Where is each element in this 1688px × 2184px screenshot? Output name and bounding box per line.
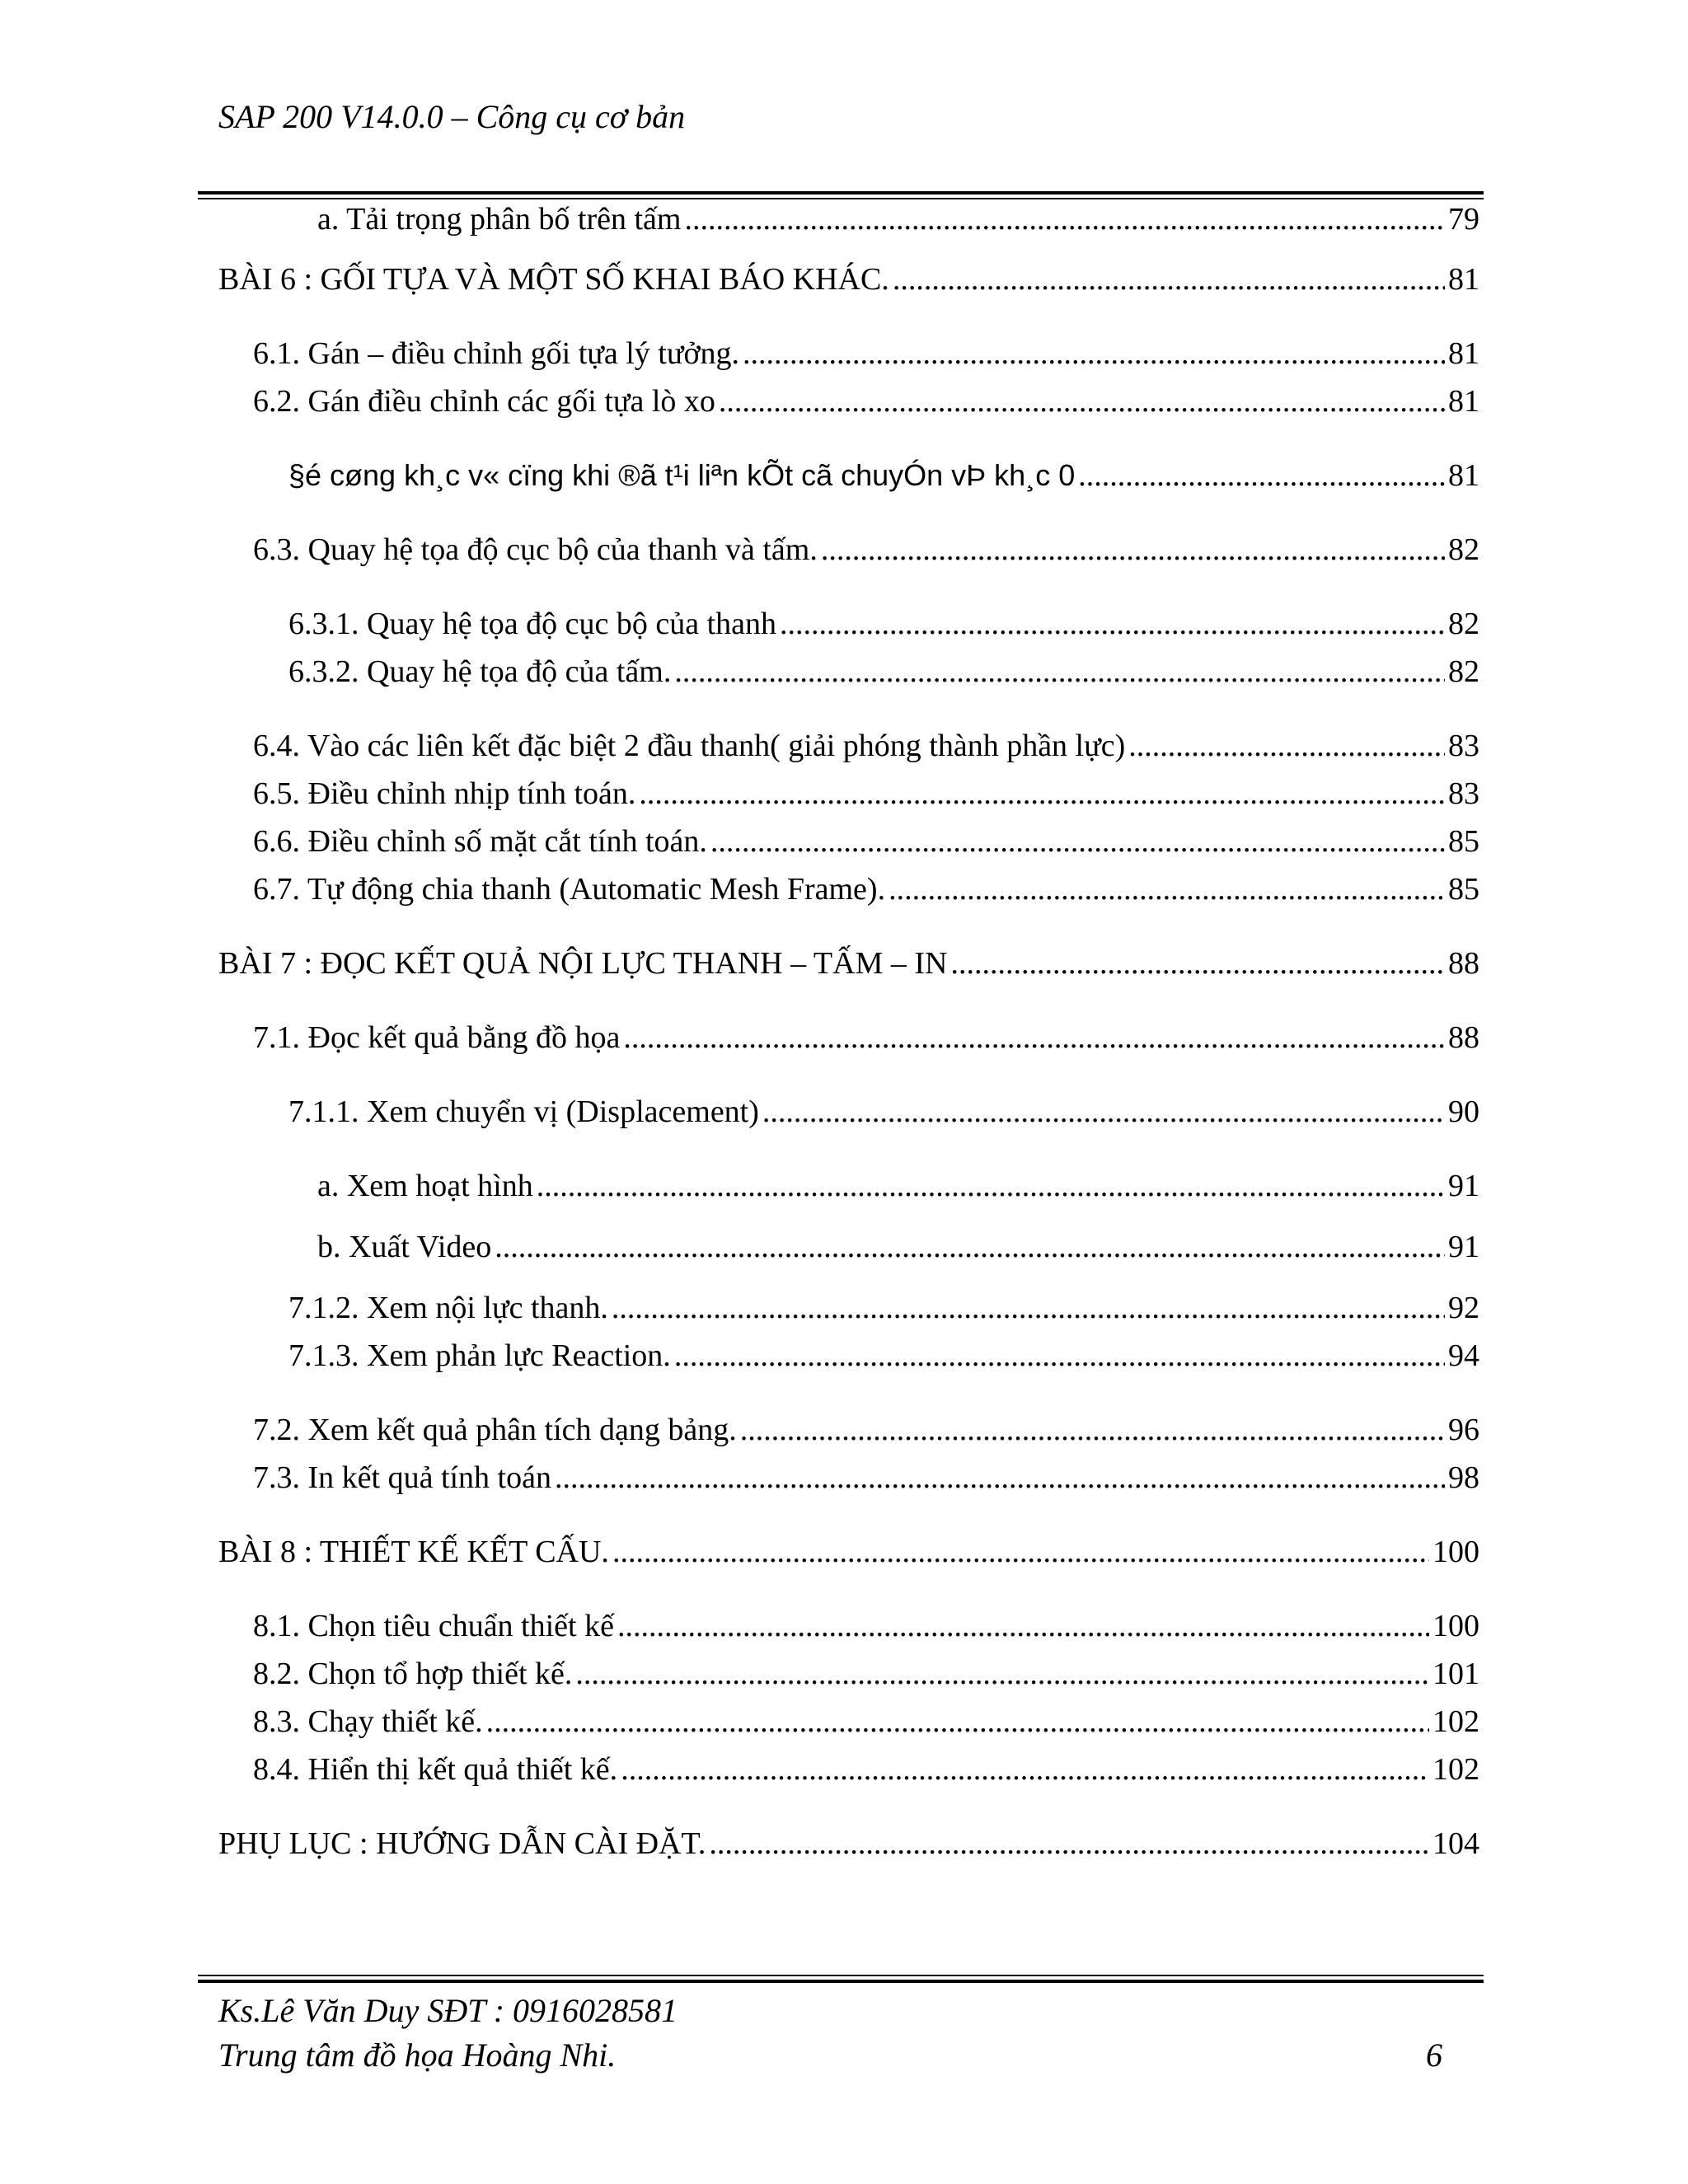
- toc-entry[interactable]: [253, 870, 1479, 908]
- toc-entry[interactable]: [253, 1019, 1479, 1057]
- toc-entry-label: BÀI 7 : ĐỌC KẾT QUẢ NỘI LỰC THANH – TẤM – IN: [218, 946, 948, 981]
- toc-dot-leader: [537, 1167, 1445, 1205]
- toc-entry-page: 79: [1448, 202, 1479, 237]
- toc-dot-leader: [575, 1655, 1429, 1693]
- toc-entry[interactable]: [317, 1167, 1479, 1205]
- toc-entry-page: 82: [1448, 532, 1479, 567]
- toc-entry-label: a. Xem hoạt hình: [317, 1169, 533, 1203]
- toc-entry[interactable]: [253, 1411, 1479, 1449]
- toc-entry[interactable]: [253, 1750, 1479, 1788]
- toc-entry[interactable]: [253, 775, 1479, 813]
- toc-dot-leader: [743, 335, 1445, 373]
- toc-entry-page: 82: [1448, 654, 1479, 689]
- toc-dot-leader: [709, 1825, 1429, 1863]
- toc-dot-leader: [719, 382, 1445, 420]
- footer-author: Ks.Lê Văn Duy SĐT : 0916028581: [218, 1992, 678, 2029]
- toc-entry-label: 7.1.1. Xem chuyển vị (Displacement): [288, 1094, 759, 1129]
- toc-entry-label: 8.1. Chọn tiêu chuẩn thiết kế: [253, 1609, 614, 1643]
- toc-dot-leader: [684, 200, 1445, 238]
- toc-entry-page: 81: [1448, 336, 1479, 371]
- toc-entry-label: BÀI 8 : THIẾT KẾ KẾT CẤU.: [218, 1535, 609, 1569]
- document-title: SAP 200 V14.0.0 – Công cụ cơ bản: [218, 98, 686, 135]
- toc-dot-leader: [495, 1228, 1445, 1266]
- toc-dot-leader: [889, 870, 1445, 908]
- toc-entry-label: 6.3. Quay hệ tọa độ cục bộ của thanh và tấm.: [253, 532, 818, 567]
- toc-entry-page: 88: [1448, 1020, 1479, 1055]
- toc-entry-page: 83: [1448, 776, 1479, 811]
- toc-entry-label: 6.2. Gán điều chỉnh các gối tựa lò xo: [253, 384, 715, 419]
- toc-entry-label: PHỤ LỤC : HƯỚNG DẪN CÀI ĐẶT.: [218, 1826, 706, 1861]
- toc-entry-page: 91: [1448, 1230, 1479, 1264]
- footer-center: Trung tâm đồ họa Hoàng Nhi.: [218, 2036, 617, 2074]
- toc-entry-label: 6.5. Điều chỉnh nhịp tính toán.: [253, 776, 636, 811]
- toc-entry[interactable]: [317, 200, 1479, 238]
- toc-entry-label: b. Xuất Video: [317, 1230, 492, 1264]
- toc-entry-page: 81: [1448, 458, 1479, 493]
- toc-entry-label: 8.4. Hiển thị kết quả thiết kế.: [253, 1752, 618, 1787]
- toc-entry[interactable]: [253, 335, 1479, 373]
- toc-entry-page: 90: [1448, 1094, 1479, 1129]
- toc-entry-page: 102: [1432, 1704, 1479, 1739]
- toc-entry[interactable]: [218, 944, 1479, 982]
- toc-entry-page: 98: [1448, 1460, 1479, 1495]
- toc-dot-leader: [621, 1750, 1429, 1788]
- toc-dot-leader: [740, 1411, 1445, 1449]
- toc-entry-label: 7.3. In kết quả tính toán: [253, 1460, 551, 1495]
- toc-entry-label: BÀI 6 : GỐI TỰA VÀ MỘT SỐ KHAI BÁO KHÁC.: [218, 262, 889, 297]
- page-number: 6: [1426, 2036, 1442, 2074]
- toc-entry-label: §é cøng kh¸c v« cïng khi ®ã t¹i liªn kÕt cã chuyÓn vÞ kh¸c 0: [288, 458, 1076, 492]
- toc-entry-label: 7.1.3. Xem phản lực Reaction.: [288, 1338, 671, 1373]
- toc-dot-leader: [674, 1337, 1445, 1375]
- toc-entry[interactable]: [253, 1703, 1479, 1741]
- toc-entry[interactable]: [288, 653, 1479, 691]
- toc-dot-leader: [710, 823, 1445, 860]
- toc-dot-leader: [674, 653, 1445, 691]
- toc-entry[interactable]: [218, 260, 1479, 298]
- toc-entry[interactable]: [253, 382, 1479, 420]
- toc-entry[interactable]: [218, 1825, 1479, 1863]
- toc-dot-leader: [821, 531, 1445, 569]
- toc-entry[interactable]: [288, 1093, 1479, 1131]
- toc-entry-page: 81: [1448, 262, 1479, 297]
- toc-dot-leader: [1078, 457, 1445, 494]
- toc-entry-page: 85: [1448, 872, 1479, 907]
- toc-entry-label: 8.2. Chọn tổ hợp thiết kế.: [253, 1657, 573, 1691]
- toc-entry-label: 6.7. Tự động chia thanh (Automatic Mesh Frame).: [253, 872, 886, 907]
- toc-entry[interactable]: [288, 457, 1479, 494]
- toc-dot-leader: [486, 1703, 1429, 1741]
- toc-entry-page: 81: [1448, 384, 1479, 419]
- toc-dot-leader: [762, 1093, 1445, 1131]
- toc-entry-label: 6.4. Vào các liên kết đặc biệt 2 đầu thanh( giải phóng thành phần lực): [253, 729, 1126, 763]
- toc-entry-page: 100: [1432, 1609, 1479, 1643]
- toc-dot-leader: [617, 1607, 1429, 1645]
- toc-entry-page: 101: [1432, 1657, 1479, 1691]
- toc-entry[interactable]: [253, 1655, 1479, 1693]
- toc-entry-page: 82: [1448, 607, 1479, 641]
- toc-entry[interactable]: [288, 1289, 1479, 1327]
- toc-dot-leader: [1128, 727, 1445, 765]
- toc-entry-page: 83: [1448, 729, 1479, 763]
- toc-dot-leader: [893, 260, 1445, 298]
- toc-entry[interactable]: [253, 1459, 1479, 1497]
- toc-dot-leader: [555, 1459, 1445, 1497]
- toc-entry[interactable]: [218, 1533, 1479, 1571]
- toc-dot-leader: [612, 1533, 1429, 1571]
- toc-entry[interactable]: [253, 1607, 1479, 1645]
- footer-rule-thin: [198, 1975, 1484, 1976]
- toc-entry-page: 100: [1432, 1535, 1479, 1569]
- toc-entry-page: 94: [1448, 1338, 1479, 1373]
- toc-entry-label: 6.1. Gán – điều chỉnh gối tựa lý tưởng.: [253, 336, 740, 371]
- footer-rule-thick: [198, 1980, 1484, 1983]
- toc-dot-leader: [612, 1289, 1445, 1327]
- toc-entry-page: 96: [1448, 1413, 1479, 1447]
- toc-entry[interactable]: [288, 1337, 1479, 1375]
- toc-entry-page: 91: [1448, 1169, 1479, 1203]
- toc-entry[interactable]: [253, 823, 1479, 860]
- toc-entry-label: 7.1.2. Xem nội lực thanh.: [288, 1291, 608, 1325]
- toc-dot-leader: [639, 775, 1445, 813]
- toc-entry-page: 102: [1432, 1752, 1479, 1787]
- toc-dot-leader: [623, 1019, 1445, 1057]
- toc-entry-page: 92: [1448, 1291, 1479, 1325]
- toc-entry-page: 85: [1448, 824, 1479, 859]
- toc-entry-page: 104: [1432, 1826, 1479, 1861]
- toc-entry[interactable]: [253, 531, 1479, 569]
- toc-entry-label: 7.2. Xem kết quả phân tích dạng bảng.: [253, 1413, 737, 1447]
- toc-dot-leader: [780, 605, 1445, 643]
- toc-entry-label: 6.6. Điều chỉnh số mặt cắt tính toán.: [253, 824, 707, 859]
- toc-entry[interactable]: [317, 1228, 1479, 1266]
- toc-entry-label: a. Tải trọng phân bố trên tấm: [317, 202, 682, 237]
- toc-entry-page: 88: [1448, 946, 1479, 981]
- toc-entry-label: 8.3. Chạy thiết kế.: [253, 1704, 483, 1739]
- toc-entry[interactable]: [288, 605, 1479, 643]
- toc-entry-label: 6.3.1. Quay hệ tọa độ cục bộ của thanh: [288, 607, 776, 641]
- toc-entry[interactable]: [253, 727, 1479, 765]
- toc-dot-leader: [950, 944, 1445, 982]
- toc-entry-label: 7.1. Đọc kết quả bằng đồ họa: [253, 1020, 621, 1055]
- toc-entry-label: 6.3.2. Quay hệ tọa độ của tấm.: [288, 654, 672, 689]
